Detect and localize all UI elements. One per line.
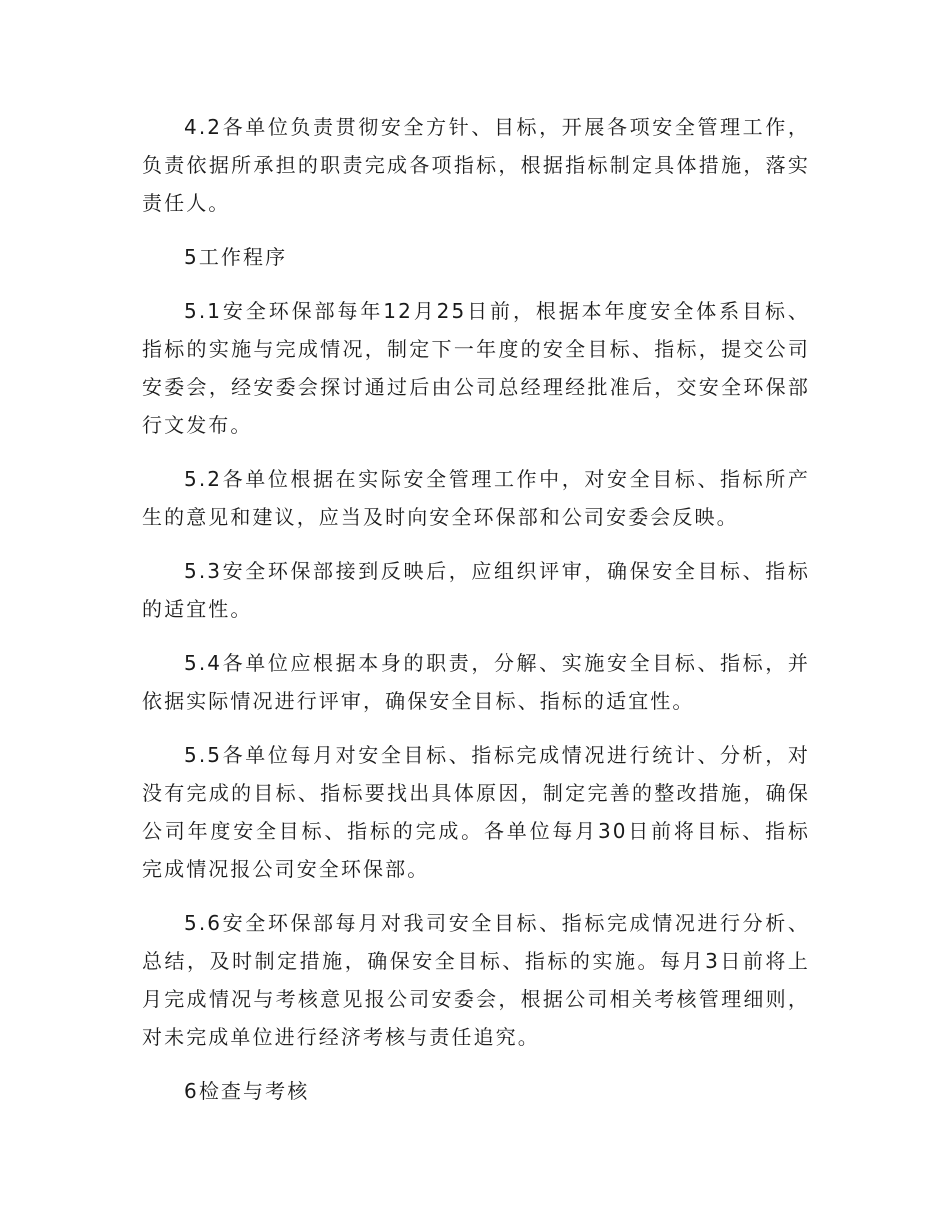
paragraph-5-1: 5.1安全环保部每年12月25日前，根据本年度安全体系目标、指标的实施与完成情况，制定下一年度的安全目标、指标，提交公司安委会，经安委会探讨通过后由公司总经理经批准后，交安全环保部行文发布。 [142, 299, 810, 437]
paragraph-5-2: 5.2各单位根据在实际安全管理工作中，对安全目标、指标所产生的意见和建议，应当及时向安全环保部和公司安委会反映。 [142, 467, 810, 529]
paragraph-5-4: 5.4各单位应根据本身的职责，分解、实施安全目标、指标，并依据实际情况进行评审，确保安全目标、指标的适宜性。 [142, 651, 810, 713]
document-body [142, 108, 810, 1126]
paragraph-5-5: 5.5各单位每月对安全目标、指标完成情况进行统计、分析，对没有完成的目标、指标要找出具体原因，制定完善的整改措施，确保公司年度安全目标、指标的完成。各单位每月30日前将目标、指标完成情况报公司安全环保部。 [142, 743, 810, 881]
section-heading-6: 6检查与考核 [184, 1079, 310, 1103]
paragraph-4-2: 4.2各单位负责贯彻安全方针、目标，开展各项安全管理工作，负责依据所承担的职责完成各项指标，根据指标制定具体措施，落实责任人。 [142, 115, 810, 215]
paragraph-5-3: 5.3安全环保部接到反映后，应组织评审，确保安全目标、指标的适宜性。 [142, 559, 810, 621]
paragraph-5-6: 5.6安全环保部每月对我司安全目标、指标完成情况进行分析、总结，及时制定措施，确保安全目标、指标的实施。每月3日前将上月完成情况与考核意见报公司安委会，根据公司相关考核管理细则，对未完成单位进行经济考核与责任追究。 [142, 911, 810, 1049]
section-heading-5: 5工作程序 [184, 245, 288, 269]
